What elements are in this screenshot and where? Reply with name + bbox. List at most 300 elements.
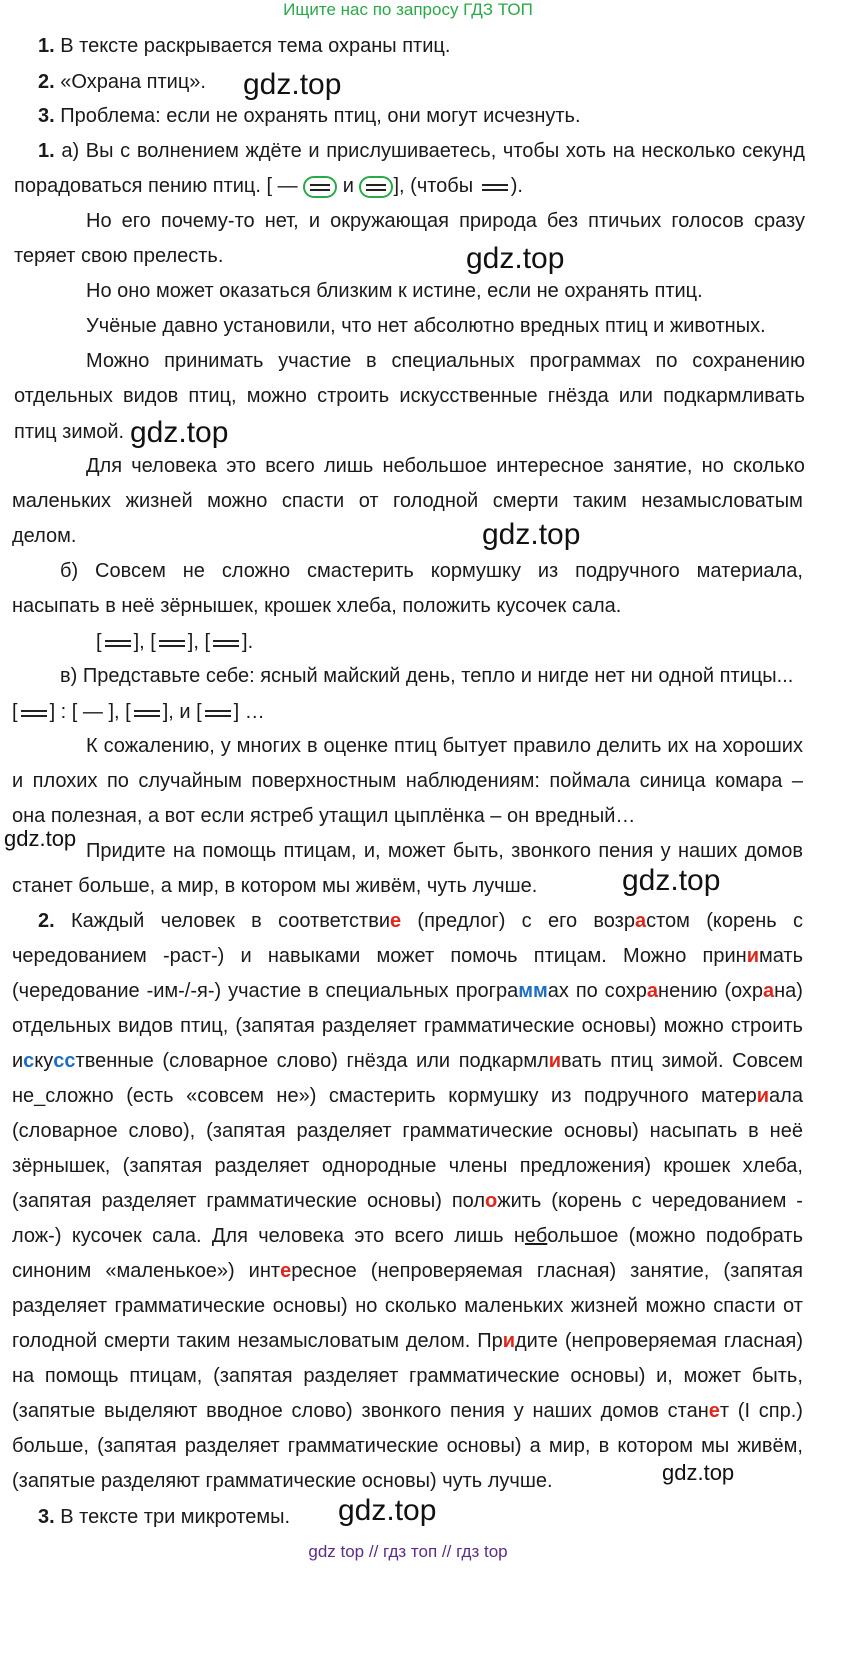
- analysis-row: [12, 1294, 803, 1318]
- word: сразу: [754, 210, 805, 232]
- word: –: [791, 770, 803, 792]
- word: (предлог): [417, 910, 506, 932]
- word: птиц: [394, 735, 437, 757]
- word: разделяет: [296, 1120, 392, 1142]
- item-number: 1.: [38, 140, 55, 162]
- word: плохих: [32, 770, 98, 792]
- word: программах: [529, 350, 641, 372]
- word: Придите: [86, 840, 166, 862]
- word: или: [416, 1050, 451, 1072]
- word: Можно: [86, 350, 150, 372]
- analysis-row: [12, 1399, 803, 1423]
- word: возрастом: [593, 910, 690, 932]
- word: отдельных: [14, 385, 113, 407]
- predicate-oval-icon: [359, 176, 393, 198]
- word: несколько: [641, 140, 736, 162]
- word: чередованием: [12, 945, 147, 967]
- word: не»): [276, 1085, 317, 1107]
- analysis-row: (запятые разделяют грамматические основы) чуть лучше.: [12, 1470, 553, 1492]
- word: можно: [207, 490, 268, 512]
- answer-3-microthemes: 3. В тексте три микротемы.: [38, 1506, 291, 1528]
- word: не: [182, 560, 205, 582]
- word: комара: [715, 770, 783, 792]
- para-2c-1b: [12, 769, 803, 793]
- word: хлеба,: [742, 1155, 803, 1177]
- word: (запятая: [97, 1435, 177, 1457]
- para-2c-2a: [86, 839, 803, 863]
- word: котором: [617, 1435, 694, 1457]
- word: быть,: [452, 840, 504, 862]
- word: строить: [730, 1015, 803, 1037]
- word: от: [358, 490, 379, 512]
- analysis-row: [12, 944, 803, 968]
- word: отдельных: [12, 1015, 111, 1037]
- item-number: 2.: [38, 910, 55, 932]
- word: программах: [455, 980, 569, 1002]
- word: положить: [451, 1190, 542, 1212]
- word: зимой.: [661, 1050, 724, 1072]
- word: основы): [446, 1435, 522, 1457]
- word: живём,: [737, 1435, 803, 1457]
- word: оценке: [323, 735, 389, 757]
- word: случайным: [138, 770, 242, 792]
- word: (запятые: [12, 1400, 96, 1422]
- word: участие: [228, 980, 302, 1002]
- word: на: [172, 840, 196, 862]
- word: но: [355, 1295, 378, 1317]
- word: принимать: [702, 945, 803, 967]
- word: Но: [86, 210, 112, 232]
- word: (непроверяемая: [370, 1260, 523, 1282]
- word: грамматические: [206, 1190, 358, 1212]
- word: можно: [663, 1015, 724, 1037]
- para-2c-1c: она полезная, а вот если ястреб утащил цыплёнка – он вредный…: [12, 805, 636, 827]
- footer-link[interactable]: гдз top: [456, 1542, 508, 1561]
- word: по: [655, 350, 678, 372]
- word: Вы: [85, 140, 114, 162]
- word: сколько: [733, 455, 805, 477]
- analysis-row: [12, 1049, 803, 1073]
- analysis-row: [12, 1434, 803, 1458]
- analysis-row: [12, 1259, 803, 1283]
- word: разделяет: [12, 1295, 107, 1317]
- word: птиц,: [180, 1015, 229, 1037]
- word: волнением: [136, 140, 239, 162]
- word: сколько: [384, 1295, 457, 1317]
- word: участие: [278, 350, 352, 372]
- word: видов: [122, 385, 179, 407]
- word: и,: [363, 840, 381, 862]
- word: поймала: [549, 770, 631, 792]
- word: небольшое: [513, 1225, 619, 1247]
- word: с: [792, 910, 803, 932]
- word: грамматические: [402, 1120, 553, 1142]
- word: а: [529, 1435, 541, 1457]
- word: грамматические: [114, 1295, 266, 1317]
- word: бытует: [442, 735, 508, 757]
- line-2b-1: [60, 559, 803, 583]
- word: выделяют: [104, 1400, 198, 1422]
- para-2a-6a: [86, 454, 805, 478]
- word: и: [12, 770, 24, 792]
- word: Совсем: [95, 560, 166, 582]
- word: Можно: [622, 945, 687, 967]
- word: навыками: [267, 945, 361, 967]
- word: (запятая: [235, 1015, 315, 1037]
- watermark: gdz.top: [622, 864, 721, 897]
- word: можно: [246, 385, 307, 407]
- word: слово),: [128, 1120, 196, 1142]
- analysis-row: [12, 1119, 803, 1143]
- word: зёрнышек,: [12, 1155, 111, 1177]
- word: специальных: [391, 350, 515, 372]
- word: основы): [581, 1015, 657, 1037]
- word: искусственные: [399, 385, 538, 407]
- word: -раст-): [162, 945, 225, 967]
- word: основы): [366, 1190, 442, 1212]
- word: лишь: [454, 1225, 504, 1247]
- word: птицам,: [283, 840, 357, 862]
- word: человек: [160, 910, 235, 932]
- para-2a-2: [86, 209, 805, 233]
- word: по: [106, 770, 129, 792]
- word: Совсем: [732, 1050, 803, 1072]
- word: голодной: [393, 490, 479, 512]
- word: мы: [701, 1435, 730, 1457]
- answer-2: 2. «Охрана птиц».: [38, 71, 206, 93]
- analysis-row: [12, 1329, 803, 1353]
- word: птиц: [610, 1050, 653, 1072]
- para-2a-6b: [12, 489, 803, 513]
- word: без: [546, 210, 579, 232]
- word: лож-): [12, 1225, 62, 1247]
- word: таким: [176, 1330, 231, 1352]
- word: таким: [573, 490, 627, 512]
- word: б): [60, 560, 79, 582]
- word: разделяет: [184, 1435, 280, 1457]
- watermark: gdz.top: [243, 68, 342, 101]
- word: смерти: [492, 490, 559, 512]
- word: делить: [596, 735, 662, 757]
- word: занятие,: [613, 455, 693, 477]
- word: в: [598, 1435, 610, 1457]
- word: поверхностным: [251, 770, 397, 792]
- analysis-row: [12, 1084, 803, 1108]
- word: быть,: [751, 1365, 803, 1387]
- word: (словарное: [162, 1050, 269, 1072]
- word: наших: [532, 1400, 592, 1422]
- word: в: [251, 910, 262, 932]
- word: звонкого: [511, 840, 591, 862]
- word: в: [307, 980, 319, 1002]
- word: смастерить: [307, 560, 414, 582]
- word: человека: [258, 1225, 344, 1247]
- word: синоним: [12, 1260, 92, 1282]
- word: звонкого: [361, 1400, 442, 1422]
- scheme-2c: [ ] : [ — ], [ ], и [ ] …: [12, 701, 265, 723]
- word: (непроверяемая: [564, 1330, 717, 1352]
- word: сала.: [152, 1225, 202, 1247]
- word: грамматические: [287, 1435, 439, 1457]
- word: грамматические: [409, 1365, 560, 1387]
- para-2a-3: Но оно может оказаться близким к истине, если не охранять птиц.: [86, 280, 703, 302]
- word: (есть: [126, 1085, 174, 1107]
- analysis-row: [12, 979, 803, 1003]
- word: жизней: [125, 490, 193, 512]
- word: подобрать: [705, 1225, 803, 1247]
- line-2a-2: порадоваться пению птиц. [ — и ], (чтобы ).: [14, 175, 523, 197]
- word: человека: [131, 455, 217, 477]
- word: (охрана): [724, 980, 803, 1002]
- word: Для: [211, 1225, 248, 1247]
- word: делом.: [405, 1330, 471, 1352]
- word: из: [551, 1085, 572, 1107]
- word: их: [667, 735, 689, 757]
- word: всего: [394, 1225, 444, 1247]
- word: секунд: [742, 140, 805, 162]
- footer-link[interactable]: gdz top: [308, 1542, 365, 1561]
- word: Для: [86, 455, 123, 477]
- word: его: [121, 210, 151, 232]
- word: с: [631, 1190, 642, 1212]
- word: с: [120, 140, 131, 162]
- word: его: [547, 910, 578, 932]
- word: материала: [701, 1085, 803, 1107]
- word: птицам.: [533, 945, 607, 967]
- word: сохранению: [692, 350, 805, 372]
- word: основы): [272, 1295, 348, 1317]
- answer-3: 3. Проблема: если не охранять птиц, они могут исчезнуть.: [38, 105, 581, 127]
- word: -им-/-я-): [146, 980, 222, 1002]
- word: разделяет: [303, 1365, 399, 1387]
- analysis-row: [12, 1224, 803, 1248]
- para-2c-1a: [86, 734, 803, 758]
- search-hint[interactable]: Ищите нас по запросу ГДЗ ТОП: [283, 0, 533, 19]
- word: (можно: [628, 1225, 696, 1247]
- word: природа: [459, 210, 537, 232]
- word: домов: [600, 1400, 659, 1422]
- word: птиц,: [188, 385, 237, 407]
- word: соответствие: [278, 910, 402, 932]
- word: станет: [667, 1400, 730, 1422]
- para-2c-2b: станет больше, а мир, в котором мы живём, чуть лучше.: [12, 875, 538, 897]
- word: хороших: [722, 735, 803, 757]
- word: строить: [317, 385, 390, 407]
- word: незамысловатым: [641, 490, 803, 512]
- word: это: [354, 1225, 385, 1247]
- footer-link[interactable]: гдз топ: [383, 1542, 438, 1561]
- word: и: [308, 140, 320, 162]
- word: птичьих: [588, 210, 662, 232]
- para-2a-2b: теряет свою прелесть.: [14, 245, 224, 267]
- word: прислушиваетесь,: [326, 140, 497, 162]
- predicate-icon: [479, 178, 511, 196]
- word: и,: [656, 1365, 673, 1387]
- word: не_сложно: [12, 1085, 114, 1107]
- word: разделяет: [321, 1015, 417, 1037]
- word: можно: [645, 1295, 706, 1317]
- word: смастерить: [328, 1085, 436, 1107]
- watermark: gdz.top: [130, 416, 229, 449]
- word: чтобы: [502, 140, 560, 162]
- word: (запятая: [122, 1155, 203, 1177]
- word: грамматические: [423, 1015, 575, 1037]
- word: занятие,: [630, 1260, 710, 1282]
- word: у: [513, 1400, 524, 1422]
- word: (запятая: [206, 1120, 286, 1142]
- word: многих: [236, 735, 302, 757]
- word: (словарное: [12, 1120, 118, 1142]
- word: принимать: [164, 350, 264, 372]
- word: (I: [737, 1400, 750, 1422]
- word: сожалению,: [103, 735, 215, 757]
- para-2a-5a: [86, 349, 805, 373]
- word: в: [366, 350, 377, 372]
- word: гнёзда: [547, 385, 609, 407]
- word: и: [240, 945, 252, 967]
- word: спасти: [281, 490, 345, 512]
- para-2a-5c: птиц зимой.: [14, 421, 125, 443]
- word: однородные: [321, 1155, 437, 1177]
- word: помочь: [450, 945, 518, 967]
- word: помощь: [202, 840, 277, 862]
- word: из: [537, 560, 559, 582]
- answer-1: 1. В тексте раскрывается тема охраны птиц.: [38, 35, 451, 57]
- word: основы): [563, 1120, 639, 1142]
- word: синица: [639, 770, 706, 792]
- word: неё: [769, 1120, 803, 1142]
- line-2a-1: [38, 139, 805, 163]
- word: разделяет: [214, 1155, 310, 1177]
- analysis-row: [38, 909, 803, 933]
- word: наблюдениям:: [405, 770, 540, 792]
- line-2c-1: в) Представьте себе: ясный майский день, тепло и нигде нет ни одной птицы...: [60, 665, 794, 687]
- word: гласная): [536, 1260, 617, 1282]
- word: -: [796, 1190, 803, 1212]
- word: ждёте: [245, 140, 302, 162]
- word: может: [376, 945, 435, 967]
- word: (запятая: [213, 1365, 293, 1387]
- word: чередованием: [651, 1190, 787, 1212]
- word: интересное: [248, 1260, 357, 1282]
- word: наших: [677, 840, 738, 862]
- word: видов: [117, 1015, 174, 1037]
- word: или: [618, 385, 653, 407]
- word: интересное: [496, 455, 605, 477]
- word: подручного: [575, 560, 680, 582]
- word: (корень: [551, 1190, 622, 1212]
- word: голодной: [12, 1330, 98, 1352]
- word: помощь: [44, 1365, 119, 1387]
- word: голосов: [671, 210, 744, 232]
- word: специальных: [325, 980, 449, 1002]
- word: домов: [744, 840, 803, 862]
- word: пения: [450, 1400, 506, 1422]
- word: сложно: [221, 560, 291, 582]
- word: почему-то: [160, 210, 255, 232]
- watermark: gdz.top: [338, 1494, 437, 1527]
- word: кормушку: [448, 1085, 539, 1107]
- word: пения: [598, 840, 654, 862]
- word: и: [308, 210, 320, 232]
- word: небольшое: [382, 455, 487, 477]
- word: подручного: [583, 1085, 689, 1107]
- word: спасти: [713, 1295, 776, 1317]
- word: (чередование: [12, 980, 140, 1002]
- word: на: [612, 140, 635, 162]
- word: смерти: [104, 1330, 170, 1352]
- word: на: [12, 1365, 35, 1387]
- word: в: [748, 1120, 759, 1142]
- word: жизней: [570, 1295, 638, 1317]
- word: лишь: [324, 455, 374, 477]
- analysis-row: [12, 1189, 803, 1213]
- para-2a-5b: [14, 384, 805, 408]
- word: «маленькое»): [105, 1260, 235, 1282]
- word: кормушку: [430, 560, 521, 582]
- word: хоть: [565, 140, 606, 162]
- word: (запятая: [12, 1190, 92, 1212]
- word: может: [387, 840, 446, 862]
- word: члены: [448, 1155, 508, 1177]
- word: но: [701, 455, 724, 477]
- word: слово): [276, 1050, 338, 1072]
- word: Придите: [477, 1330, 558, 1352]
- word: предложения): [519, 1155, 652, 1177]
- word: искусственные: [12, 1050, 154, 1072]
- word: нет,: [264, 210, 299, 232]
- word: «совсем: [186, 1085, 264, 1107]
- word: гнёзда: [346, 1050, 408, 1072]
- word: с: [521, 910, 532, 932]
- scheme-2b: [ ], [ ], [ ].: [96, 631, 254, 653]
- word: насыпать: [649, 1120, 738, 1142]
- word: по: [575, 980, 598, 1002]
- word: у: [660, 840, 671, 862]
- word: Каждый: [70, 910, 145, 932]
- word: от: [783, 1295, 803, 1317]
- word: мир,: [548, 1435, 591, 1457]
- word: (запятая: [723, 1260, 803, 1282]
- word: гласная): [723, 1330, 803, 1352]
- watermark: gdz.top: [662, 1460, 735, 1485]
- predicate-oval-icon: [303, 176, 337, 198]
- analysis-row: [12, 1154, 803, 1178]
- word: маленьких: [464, 1295, 564, 1317]
- word: а): [61, 140, 80, 162]
- watermark: gdz.top: [4, 826, 77, 851]
- word: окружающая: [330, 210, 449, 232]
- word: больше,: [12, 1435, 89, 1457]
- word: у: [220, 735, 231, 757]
- watermark: gdz.top: [466, 242, 565, 275]
- word: слово): [291, 1400, 353, 1422]
- word: это: [226, 455, 257, 477]
- word: всего: [265, 455, 315, 477]
- word: в: [306, 735, 318, 757]
- word: маленьких: [12, 490, 112, 512]
- para-2a-4: Учёные давно установили, что нет абсолютно вредных птиц и животных.: [86, 315, 766, 337]
- word: крошек: [663, 1155, 731, 1177]
- word: материала,: [696, 560, 803, 582]
- word: подкармливать: [458, 1050, 602, 1072]
- word: сохранению: [604, 980, 718, 1002]
- word: вводное: [206, 1400, 283, 1422]
- word: основы): [570, 1365, 646, 1387]
- para-2a-6c: делом.: [12, 525, 77, 547]
- footer-links: gdz top // гдз топ // гдз top: [308, 1542, 508, 1561]
- word: кусочек: [71, 1225, 142, 1247]
